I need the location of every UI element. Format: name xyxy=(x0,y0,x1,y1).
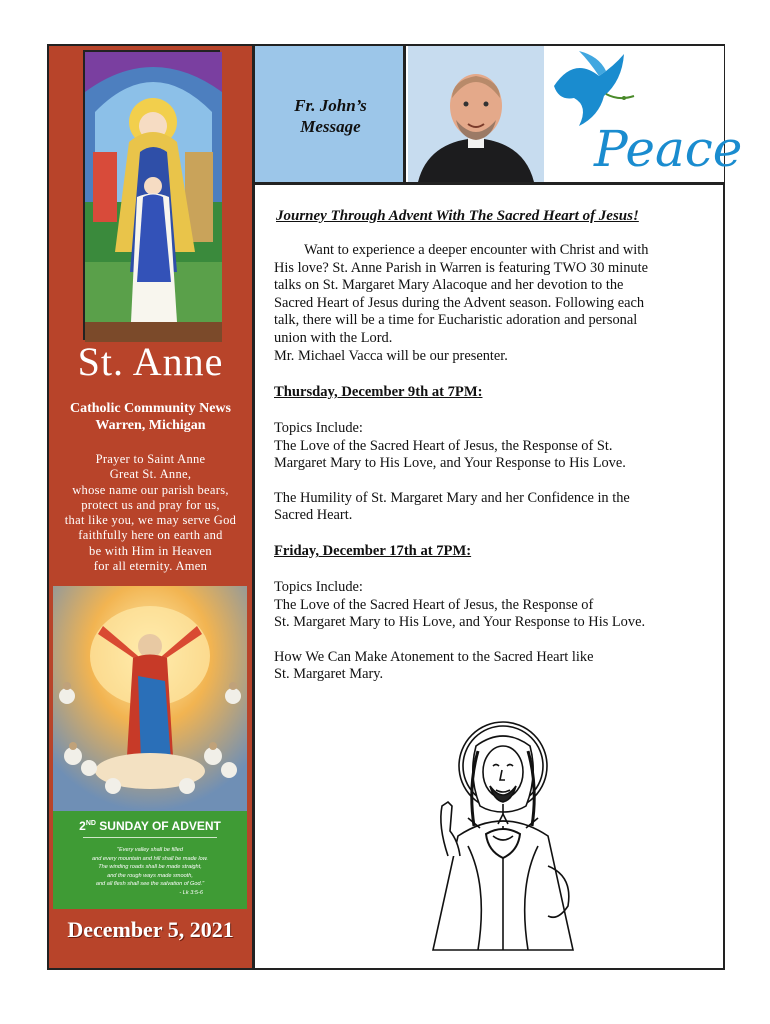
advent-ordinal: 2 xyxy=(79,819,86,833)
event-heading: Friday, December 17th at 7PM: xyxy=(274,543,472,559)
topic-line: Margaret Mary to His Love, and Your Response to His Love. xyxy=(274,455,626,472)
topic-line: The Love of the Sacred Heart of Jesus, the Response of St. xyxy=(274,437,613,454)
prayer-line: protect us and pray for us, xyxy=(81,497,220,512)
peace-word: Peace xyxy=(594,120,743,178)
advent-divider xyxy=(83,837,217,838)
peace-graphic xyxy=(544,46,743,182)
prayer-line: faithfully here on earth and xyxy=(78,528,223,543)
advent-heading xyxy=(53,819,247,833)
advent-title: SUNDAY OF ADVENT xyxy=(99,819,221,833)
topic-line: St. Margaret Mary to His Love, and Your Response to His Love. xyxy=(274,614,646,631)
sacred-heart-illustration xyxy=(398,706,608,950)
intro-line: talk, there will be a time for Eucharistic adoration and personal xyxy=(274,312,638,329)
issue-date: December 5, 2021 xyxy=(67,917,234,942)
christ-in-glory-image xyxy=(53,586,247,811)
topic-line: The Love of the Sacred Heart of Jesus, the Response of xyxy=(274,596,594,613)
dove-icon xyxy=(554,51,624,126)
scripture-line: "Every valley shall be filled xyxy=(116,847,184,853)
newsletter-name: Catholic Community News xyxy=(70,401,231,416)
topic-line: How We Can Make Atonement to the Sacred Heart like xyxy=(274,648,594,665)
topic-line: Sacred Heart. xyxy=(274,507,353,524)
intro-line: Want to experience a deeper encounter with Christ and with xyxy=(304,242,649,258)
event-topics xyxy=(274,579,714,684)
intro-line: talks on St. Margaret Mary Alacoque and her devotion to the xyxy=(274,277,624,294)
parish-location: Warren, Michigan xyxy=(95,418,206,433)
advent-card xyxy=(53,586,247,909)
message-title xyxy=(255,95,406,137)
saint-anne-painting xyxy=(83,50,220,340)
topic-line: St. Margaret Mary. xyxy=(274,666,384,683)
priest-portrait xyxy=(408,46,544,182)
prayer-line: Great St. Anne, xyxy=(109,467,192,482)
parish-name: St. Anne xyxy=(77,339,224,384)
intro-line: Sacred Heart of Jesus during the Advent season. Following each xyxy=(274,294,645,311)
advent-ordinal-suffix: ND xyxy=(85,820,96,827)
scripture-line: and every mountain and hill shall be made low. xyxy=(92,855,208,862)
topic-line: The Humility of St. Margaret Mary and her Confidence in the xyxy=(274,489,630,506)
advent-scripture xyxy=(57,846,243,898)
intro-line: His love? St. Anne Parish in Warren is featuring TWO 30 minute xyxy=(274,259,649,276)
presenter-line: Mr. Michael Vacca will be our presenter. xyxy=(274,347,508,364)
scripture-reference: - Lk 3:5-6 xyxy=(179,889,203,896)
prayer-to-saint-anne xyxy=(49,452,252,574)
topics-label: Topics Include: xyxy=(274,579,363,595)
prayer-line: that like you, we may serve God xyxy=(64,513,237,528)
prayer-line: be with Him in Heaven xyxy=(89,543,212,558)
prayer-line: Prayer to Saint Anne xyxy=(95,452,206,466)
topics-label: Topics Include: xyxy=(274,420,363,436)
message-title-line1: Fr. John’s xyxy=(294,96,367,115)
scripture-line: The winding roads shall be made straight, xyxy=(98,864,202,871)
message-title-line2: Message xyxy=(300,117,361,136)
article-intro xyxy=(274,242,714,365)
header-divider xyxy=(255,182,724,185)
prayer-line: whose name our parish bears, xyxy=(72,482,229,497)
prayer-line: for all eternity. Amen xyxy=(93,559,208,574)
article-title: Journey Through Advent With The Sacred Heart of Jesus! xyxy=(276,208,639,224)
intro-line: union with the Lord. xyxy=(274,329,393,346)
scripture-line: and all flesh shall see the salvation of God." xyxy=(95,881,205,888)
scripture-line: and the rough ways made smooth, xyxy=(107,872,193,879)
advent-caption-panel xyxy=(53,811,247,909)
event-topics xyxy=(274,420,714,525)
newsletter-title xyxy=(49,400,252,434)
event-heading: Thursday, December 9th at 7PM: xyxy=(274,384,483,400)
